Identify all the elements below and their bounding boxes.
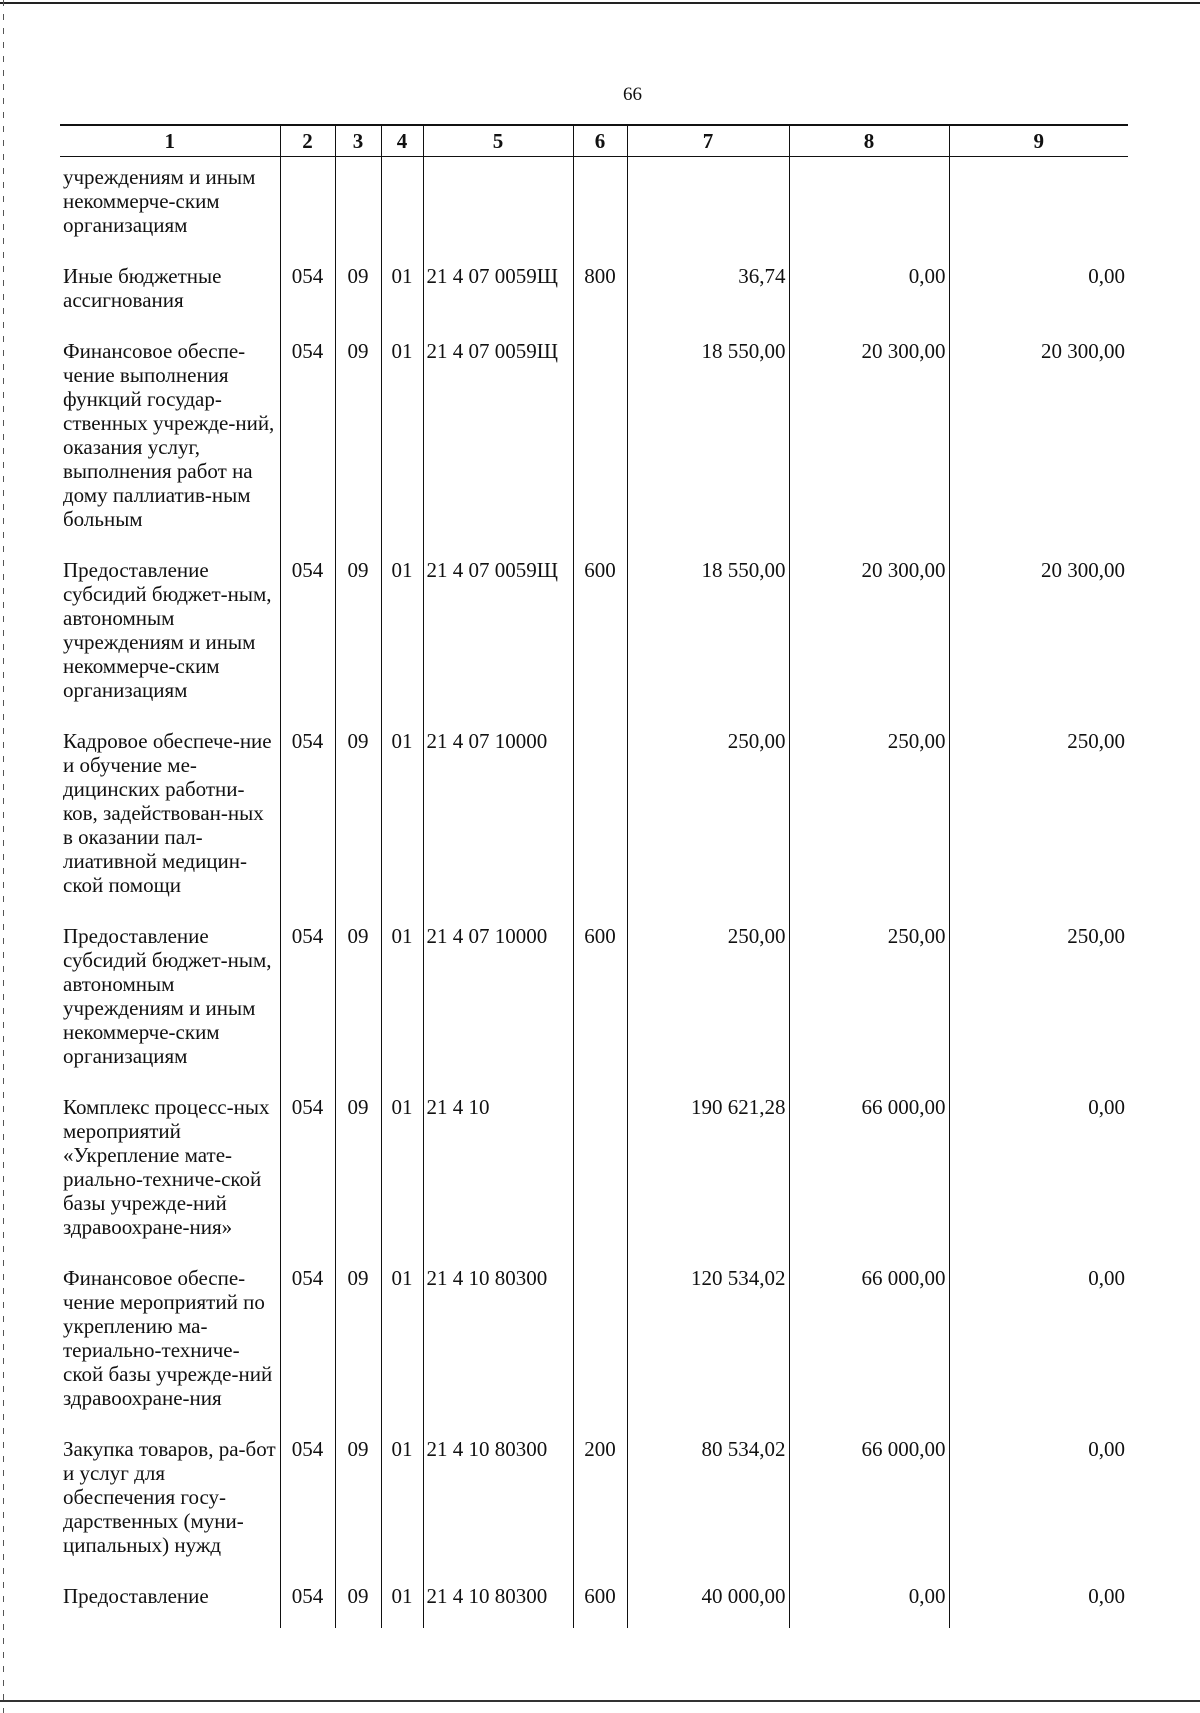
cell-c6: 600 bbox=[573, 1576, 627, 1628]
cell-c2: 054 bbox=[280, 1576, 335, 1628]
cell-c8: 0,00 bbox=[789, 1576, 949, 1628]
col-header-7: 7 bbox=[627, 125, 789, 157]
scan-border-top bbox=[0, 2, 1200, 4]
cell-c7: 190 621,28 bbox=[627, 1087, 789, 1258]
cell-c8: 20 300,00 bbox=[789, 331, 949, 550]
cell-c5: 21 4 07 0059Щ bbox=[423, 550, 573, 721]
row-name: Предоставление bbox=[63, 1584, 209, 1608]
cell-c7: 250,00 bbox=[627, 916, 789, 1087]
cell-c4: 01 bbox=[381, 1258, 423, 1429]
cell-c6 bbox=[573, 157, 627, 257]
table-row bbox=[60, 550, 1128, 721]
col-header-5: 5 bbox=[423, 125, 573, 157]
header-row bbox=[60, 125, 1128, 157]
cell-c5: 21 4 07 10000 bbox=[423, 721, 573, 916]
cell-c3: 09 bbox=[335, 256, 381, 331]
table-row bbox=[60, 1576, 1128, 1628]
table-row bbox=[60, 256, 1128, 331]
cell-c4: 01 bbox=[381, 1087, 423, 1258]
scan-border-left bbox=[3, 0, 4, 1713]
row-name: Комплекс процесс-ных мероприятий «Укрепление мате-риально-техниче-ской базы учрежде-ний здравоохране-ния» bbox=[63, 1095, 270, 1239]
cell-c8: 0,00 bbox=[789, 256, 949, 331]
cell-c8: 20 300,00 bbox=[789, 550, 949, 721]
row-name: Закупка товаров, ра-бот и услуг для обеспечения госу-дарственных (муни-ципальных) нужд bbox=[63, 1437, 276, 1557]
cell-c4: 01 bbox=[381, 1576, 423, 1628]
row-name: Финансовое обеспе-чение выполнения функций государ-ственных учрежде-ний, оказания услуг, выполнения работ на дому паллиатив-ным больным bbox=[63, 339, 275, 531]
cell-c3: 09 bbox=[335, 916, 381, 1087]
cell-c8: 250,00 bbox=[789, 916, 949, 1087]
cell-c3: 09 bbox=[335, 1576, 381, 1628]
cell-c3: 09 bbox=[335, 550, 381, 721]
cell-c3: 09 bbox=[335, 331, 381, 550]
cell-c7: 80 534,02 bbox=[627, 1429, 789, 1576]
page-number: 66 bbox=[623, 84, 642, 105]
cell-c4: 01 bbox=[381, 550, 423, 721]
table-row bbox=[60, 721, 1128, 916]
cell-c2: 054 bbox=[280, 256, 335, 331]
cell-c3: 09 bbox=[335, 1258, 381, 1429]
cell-c8: 66 000,00 bbox=[789, 1429, 949, 1576]
col-header-3: 3 bbox=[335, 125, 381, 157]
cell-c5: 21 4 10 bbox=[423, 1087, 573, 1258]
cell-c3: 09 bbox=[335, 1087, 381, 1258]
row-name: учреждениям и иным некоммерче-ским организациям bbox=[63, 165, 256, 237]
cell-c5: 21 4 10 80300 bbox=[423, 1576, 573, 1628]
cell-c9: 0,00 bbox=[949, 1429, 1128, 1576]
cell-c9: 0,00 bbox=[949, 256, 1128, 331]
cell-c3: 09 bbox=[335, 721, 381, 916]
cell-c8: 66 000,00 bbox=[789, 1087, 949, 1258]
cell-c4 bbox=[381, 157, 423, 257]
cell-c9: 20 300,00 bbox=[949, 550, 1128, 721]
cell-c4: 01 bbox=[381, 1429, 423, 1576]
cell-c4: 01 bbox=[381, 916, 423, 1087]
cell-c5: 21 4 10 80300 bbox=[423, 1429, 573, 1576]
table-row bbox=[60, 1087, 1128, 1258]
cell-c2: 054 bbox=[280, 1258, 335, 1429]
row-name: Предоставление субсидий бюджет-ным, автономным учреждениям и иным некоммерче-ским организациям bbox=[63, 924, 272, 1068]
col-header-9: 9 bbox=[949, 125, 1128, 157]
cell-c7: 250,00 bbox=[627, 721, 789, 916]
cell-c9: 0,00 bbox=[949, 1087, 1128, 1258]
cell-c7: 36,74 bbox=[627, 256, 789, 331]
cell-c2: 054 bbox=[280, 1087, 335, 1258]
cell-c2 bbox=[280, 157, 335, 257]
cell-c6 bbox=[573, 1258, 627, 1429]
cell-c9: 0,00 bbox=[949, 1258, 1128, 1429]
cell-c6: 600 bbox=[573, 550, 627, 721]
cell-c9: 250,00 bbox=[949, 721, 1128, 916]
cell-c2: 054 bbox=[280, 916, 335, 1087]
row-name: Финансовое обеспе-чение мероприятий по укреплению ма-териально-техниче-ской базы учрежде-ний здравоохране-ния bbox=[63, 1266, 273, 1410]
cell-c6 bbox=[573, 1087, 627, 1258]
cell-c9: 250,00 bbox=[949, 916, 1128, 1087]
table-row bbox=[60, 331, 1128, 550]
col-header-8: 8 bbox=[789, 125, 949, 157]
cell-c6: 600 bbox=[573, 916, 627, 1087]
cell-c5: 21 4 07 0059Щ bbox=[423, 331, 573, 550]
cell-c6 bbox=[573, 721, 627, 916]
cell-c4: 01 bbox=[381, 256, 423, 331]
table-row bbox=[60, 1429, 1128, 1576]
col-header-4: 4 bbox=[381, 125, 423, 157]
scan-border-bottom bbox=[0, 1700, 1200, 1702]
row-name: Кадровое обеспече-ние и обучение ме-дицинских работни-ков, задействован-ных в оказании пал-лиативной медицин-ской помощи bbox=[63, 729, 272, 897]
cell-c8: 66 000,00 bbox=[789, 1258, 949, 1429]
cell-c5: 21 4 10 80300 bbox=[423, 1258, 573, 1429]
cell-c6: 800 bbox=[573, 256, 627, 331]
cell-c2: 054 bbox=[280, 331, 335, 550]
cell-c7: 120 534,02 bbox=[627, 1258, 789, 1429]
cell-c7 bbox=[627, 157, 789, 257]
cell-c4: 01 bbox=[381, 331, 423, 550]
row-name: Предоставление субсидий бюджет-ным, автономным учреждениям и иным некоммерче-ским организациям bbox=[63, 558, 272, 702]
cell-c6 bbox=[573, 331, 627, 550]
col-header-1: 1 bbox=[60, 125, 280, 157]
cell-c5 bbox=[423, 157, 573, 257]
col-header-6: 6 bbox=[573, 125, 627, 157]
cell-c8: 250,00 bbox=[789, 721, 949, 916]
col-header-2: 2 bbox=[280, 125, 335, 157]
cell-c4: 01 bbox=[381, 721, 423, 916]
cell-c2: 054 bbox=[280, 1429, 335, 1576]
table-row bbox=[60, 916, 1128, 1087]
cell-c6: 200 bbox=[573, 1429, 627, 1576]
cell-c7: 18 550,00 bbox=[627, 550, 789, 721]
cell-c3 bbox=[335, 157, 381, 257]
cell-c5: 21 4 07 0059Щ bbox=[423, 256, 573, 331]
cell-c7: 40 000,00 bbox=[627, 1576, 789, 1628]
cell-c7: 18 550,00 bbox=[627, 331, 789, 550]
table-row bbox=[60, 157, 1128, 257]
budget-table bbox=[60, 124, 1128, 1628]
cell-c9: 20 300,00 bbox=[949, 331, 1128, 550]
cell-c2: 054 bbox=[280, 721, 335, 916]
cell-c8 bbox=[789, 157, 949, 257]
row-name: Иные бюджетные ассигнования bbox=[63, 264, 222, 312]
cell-c2: 054 bbox=[280, 550, 335, 721]
cell-c5: 21 4 07 10000 bbox=[423, 916, 573, 1087]
cell-c9 bbox=[949, 157, 1128, 257]
cell-c3: 09 bbox=[335, 1429, 381, 1576]
cell-c9: 0,00 bbox=[949, 1576, 1128, 1628]
table-row bbox=[60, 1258, 1128, 1429]
